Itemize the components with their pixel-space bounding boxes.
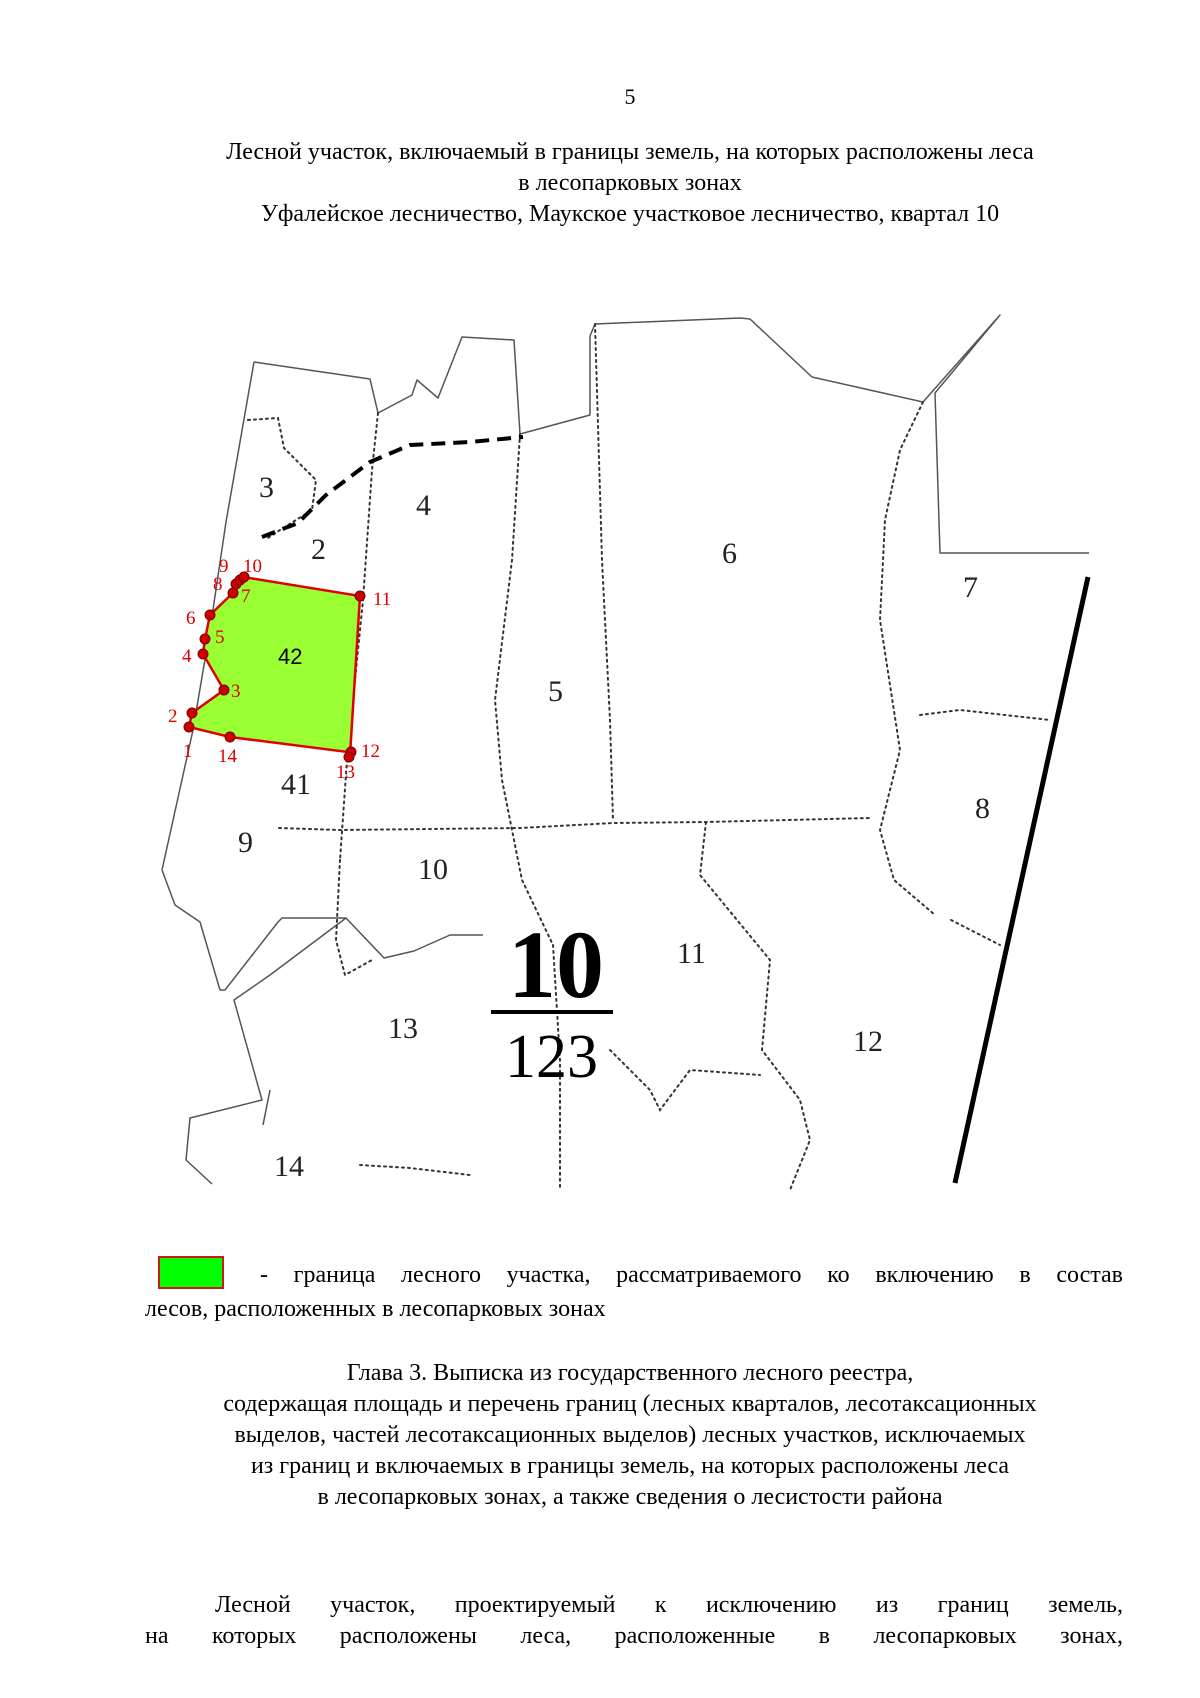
paragraph-line-2: на которых расположены леса, расположенные в лесопарковых зонах,: [145, 1623, 1123, 1649]
point-label: 9: [219, 556, 229, 577]
point-label: 6: [186, 608, 196, 629]
map-inner-boundary: [700, 822, 810, 1190]
chapter-line-3: выделов, частей лесотаксационных выделов) лесных участков, исключаемых: [234, 1422, 1026, 1448]
quarter-area: 123: [505, 1023, 598, 1091]
point-label: 1: [183, 741, 193, 762]
map-inner-boundary: [595, 324, 613, 820]
boundary-point: [225, 732, 235, 742]
legend-text-line-2: лесов, расположенных в лесопарковых зонах: [145, 1296, 606, 1322]
compartment-label: 9: [238, 826, 253, 859]
compartment-label: 3: [259, 471, 274, 504]
point-label: 12: [361, 741, 380, 762]
point-label: 7: [241, 586, 251, 607]
map-inner-boundary: [951, 920, 1000, 945]
point-label: 11: [373, 589, 392, 610]
compartment-label: 7: [963, 571, 978, 604]
compartment-label: 6: [722, 537, 737, 570]
point-label: 8: [213, 574, 223, 595]
compartment-label: 4: [416, 489, 431, 522]
legend-text-line-1: - граница лесного участка, рассматриваемого ко включению в состав: [260, 1262, 1123, 1288]
plot-label: 42: [278, 644, 303, 669]
map-inner-boundary: [360, 1165, 470, 1175]
road-dashed-line: [262, 437, 523, 537]
compartment-label: 5: [548, 675, 563, 708]
compartment-label: 2: [311, 533, 326, 566]
title-line-2: в лесопарковых зонах: [518, 170, 742, 196]
paragraph-line-1: Лесной участок, проектируемый к исключению из границ земель,: [215, 1592, 1123, 1618]
boundary-point: [184, 722, 194, 732]
body-paragraph: [145, 1590, 1123, 1652]
map-inner-boundary: [880, 402, 935, 915]
boundary-point: [228, 588, 238, 598]
point-label: 14: [218, 746, 237, 767]
point-label: 13: [336, 762, 355, 783]
compartment-label: 8: [975, 792, 990, 825]
point-label: 5: [215, 627, 225, 648]
map-inner-boundary: [495, 434, 553, 945]
map-inner-boundary: [920, 710, 1050, 720]
chapter-line-4: из границ и включаемых в границы земель, на которых расположены леса: [250, 1453, 1010, 1479]
chapter-line-5: в лесопарковых зонах, а также сведения о лесистости района: [317, 1484, 943, 1510]
title-line-1: Лесной участок, включаемый в границы земель, на которых расположены леса: [226, 139, 1034, 165]
compartment-label: 10: [418, 853, 448, 886]
map-inner-boundary: [610, 1050, 760, 1110]
point-label: 2: [168, 706, 178, 727]
compartment-label: 11: [677, 937, 706, 970]
map-bottom-boundary: [263, 1090, 270, 1125]
chapter-line-1: Глава 3. Выписка из государственного лесного реестра,: [346, 1360, 914, 1386]
boundary-point: [187, 708, 197, 718]
compartment-label: 14: [274, 1150, 304, 1183]
compartment-label: 12: [853, 1025, 883, 1058]
thick-boundary-line: [955, 577, 1088, 1183]
compartment-label: 41: [281, 768, 311, 801]
page-number: 5: [624, 84, 636, 109]
boundary-point: [198, 649, 208, 659]
compartment-label: 13: [388, 1012, 418, 1045]
quarter-number: 10: [508, 911, 604, 1018]
boundary-point: [205, 610, 215, 620]
boundary-point: [355, 591, 365, 601]
point-label: 4: [182, 646, 192, 667]
map-outer-boundary: [254, 315, 1089, 553]
point-label: 10: [243, 556, 262, 577]
title-line-3: Уфалейское лесничество, Маукское участковое лесничество, квартал 10: [260, 201, 1000, 227]
chapter-heading: [130, 1358, 1130, 1513]
legend-text: [145, 1258, 1123, 1326]
boundary-point: [344, 752, 354, 762]
point-label: 3: [231, 681, 241, 702]
map-inner-boundary: [279, 818, 870, 830]
chapter-line-2: содержащая площадь и перечень границ (лесных кварталов, лесотаксационных: [223, 1391, 1037, 1417]
boundary-point: [200, 634, 210, 644]
boundary-point: [219, 685, 229, 695]
